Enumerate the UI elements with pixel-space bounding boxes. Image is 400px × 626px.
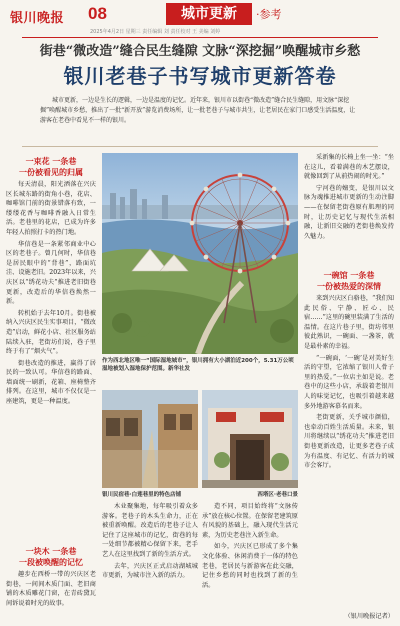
alley-entrance-image bbox=[202, 390, 298, 488]
section2-body bbox=[6, 570, 96, 622]
section1-body bbox=[6, 180, 96, 490]
section-title: 城市更新 bbox=[166, 3, 252, 25]
section2-heading bbox=[6, 546, 96, 568]
left-street-photo bbox=[102, 390, 198, 488]
ferris-wheel-lakeside-image bbox=[102, 153, 298, 354]
newspaper-logo: 银川晚报 bbox=[10, 11, 65, 26]
section2-paragraph: 趣步在西桥一带的兴庆区老街巷，一间间木质门面、老旧商铺的木质雕花门窗，在青砖黛瓦间诉说着时光的故事。 bbox=[6, 571, 96, 607]
dateline: 2025年4月2日 星期三 责任编辑 刘 责任校对 王 美编 刘婷 bbox=[90, 29, 221, 35]
middle-paragraph: 如今，兴庆区已形成了多个集文化体验、休闲消费于一体的特色老巷，老居民与新游客在此交融，记住乡愁的同时也找到了新的生活。 bbox=[202, 543, 298, 589]
middle-column-2 bbox=[202, 502, 298, 622]
right-paragraph: 来到兴庆区白骆巷，“我们知此民俗、宁静、匠心、民宿……”这里的碗里装满了生活的温情。在这片巷子里，街坊邻里彼此熟识，一碗面、一盏茶，就是最朴素的幸福。 bbox=[304, 295, 394, 350]
section1-title: 一束花 一条巷 bbox=[25, 156, 77, 166]
section3-heading bbox=[304, 270, 394, 292]
section1-paragraph: 华信巷是一条紧邻商业中心区的老巷子。曾几何时，华信巷是居民眼中的“背巷”，路面坑洼、设施老旧。2023年以来，兴庆区以“绣花功夫”推进老旧街巷更新，改造后的华信巷焕然一新。 bbox=[6, 240, 96, 306]
section1-subtitle: 一份被看见的归属 bbox=[19, 167, 83, 177]
main-photo-caption: 作为西北地区唯一“国际湿地城市”，银川拥有大小湖泊近200个，5.31万公顷湿地被划入湿地保护范围。新华社发 bbox=[102, 358, 294, 372]
right-column-body bbox=[304, 294, 394, 610]
article-kicker: 街巷“微改造”缝合民生缝隙 文脉“深挖掘”唤醒城市乡愁 bbox=[39, 44, 361, 59]
section1-heading bbox=[6, 156, 96, 178]
masthead bbox=[0, 0, 400, 36]
lead-divider bbox=[22, 146, 378, 147]
masthead-divider bbox=[22, 37, 378, 38]
byline: （银川晚报记者） bbox=[344, 613, 394, 620]
section1-paragraph: 转机始于去年10月。街巷被纳入兴庆区民生实事项目，“微改造”启动，鲜花小店、社区服务站陆续入驻，老街坊们说，巷子里终于有了“烟火气”。 bbox=[6, 309, 96, 356]
middle-paragraph: 木业聚集地，每年吸引着众多游客。老巷子的木头生命力，正在被重新唤醒。改造后的老巷子让人记住了这座城市的记忆，街巷的每一处细节都被精心保留下来，老手艺人在这里找到了新的生活方式。 bbox=[102, 503, 198, 558]
section2-title: 一块木 一条巷 bbox=[25, 546, 77, 556]
right-alley-photo bbox=[202, 390, 298, 488]
left-photo-caption: 银川民宿巷·白莲巷里的特色店铺 bbox=[102, 492, 182, 498]
section3-title: 一碗馆 一条巷 bbox=[323, 270, 375, 280]
main-photo bbox=[102, 153, 298, 354]
article-headline: 银川老巷子书写城市更新答卷 bbox=[63, 64, 337, 88]
right-column-top bbox=[304, 153, 394, 265]
right-paragraph: “一碗面，‘一碗’是对美好生活的守望，它浓缩了银川人骨子里的热爱。”一位店主如是说。老巷中的这些小店，承载着老银川人的味觉记忆，也吸引着越来越多外地游客慕名而来。 bbox=[304, 354, 394, 410]
middle-paragraph: 造不同，项目始终将“文脉传承”放在核心位置。在保留老建筑原有风貌的基础上，融入现代生活元素，为历史老巷注入新生命。 bbox=[202, 503, 298, 539]
middle-column-1 bbox=[102, 502, 198, 622]
right-paragraph: 宁河巷的嬗变，是银川以文脉为魂推进城市更新的生动注脚——在保留老街巷原有肌理的同时，让历史记忆与现代生活相融，让新旧交融的老街巷焕发持久魅力。 bbox=[304, 184, 394, 240]
section1-paragraph: 每天清晨，阳光洒落在兴庆区长城东路的街角小巷，花店、咖啡馆门前的街景错落有致，一缕缕花香与咖啡香融入日常生活。老巷里的花店，已成为许多年轻人拍照打卡的热门地。 bbox=[6, 181, 96, 236]
right-paragraph: 老街更新，关乎城市颜值，也牵动百姓生活质量。未来，银川将继续以“绣花功夫”推进老旧街巷更新改造，让更多老巷子成为有温度、有记忆、有活力的城市会客厅。 bbox=[304, 414, 394, 470]
middle-paragraph: 去年，兴庆区正式启动湖城城市更新，为城市注入新的活力。 bbox=[102, 562, 198, 580]
article-lead: 城市更新，一边是生长的逻辑，一边是温度的记忆。近年来，银川市以街巷“微改造”缝合民生缝隙，用文脉“深挖掘”唤醒城市乡愁，推出了一批“新开放”游览消费场所，让一批老巷子与城市共生，让老居民在家门口感受生活温度，让游客在老巷中看见不一样的银川。 bbox=[40, 97, 356, 124]
right-paragraph: 采新集的长椅上坐一坐：“坐在这儿，看着满巷的木艺摆设，就像回到了从前热闹的时光。” bbox=[304, 154, 394, 181]
section2-subtitle: 一段被唤醒的记忆 bbox=[19, 557, 83, 567]
subsection-title: ·参考 bbox=[256, 8, 282, 21]
section3-subtitle: 一份被热爱的深情 bbox=[317, 281, 381, 291]
page-number: 08 bbox=[88, 4, 107, 23]
right-photo-caption: 西塔区·老巷口景 bbox=[257, 492, 298, 498]
section1-paragraph: 街巷改造的推进，赢得了居民的一致认可。华信巷的路面、墙面统一刷新，花箱、座椅整齐排列。在这里，城市不仅仅是一座建筑，更是一种温度。 bbox=[6, 359, 96, 406]
old-street-image bbox=[102, 390, 198, 488]
